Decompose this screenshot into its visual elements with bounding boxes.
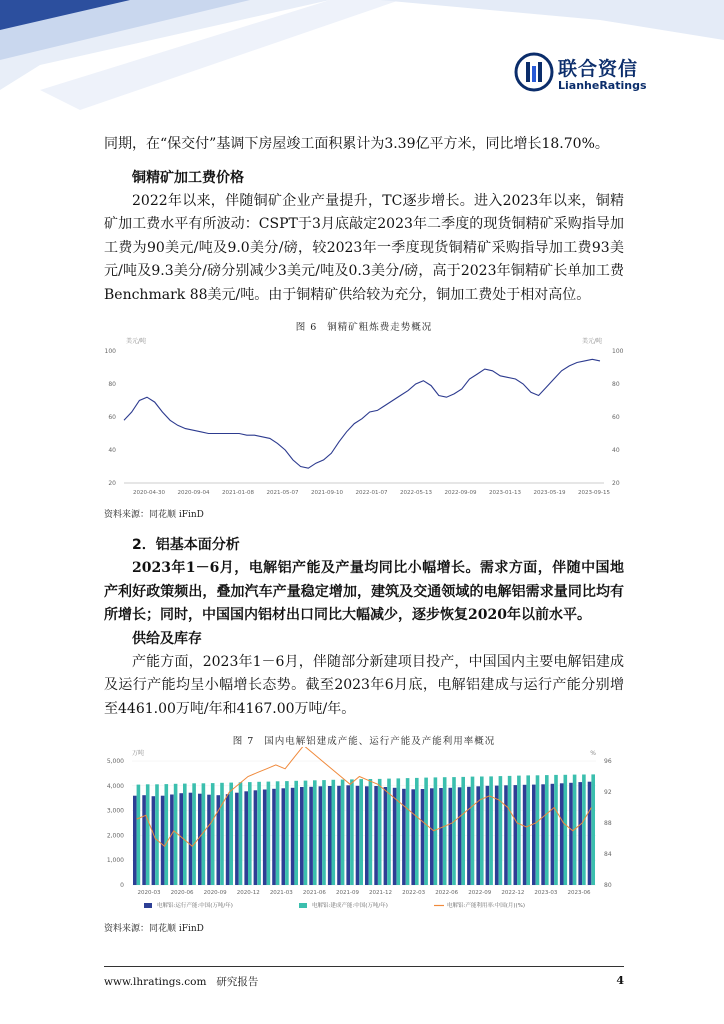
lianhe-logo-icon (514, 52, 554, 92)
fig7-ytick-left: 1,000 (106, 857, 124, 865)
fig7-ytick-right: 84 (604, 851, 612, 858)
fig7-number: 图 7 (232, 736, 255, 747)
fig7-bar-built (285, 781, 289, 885)
fig6-xtick: 2023-01-13 (489, 490, 521, 496)
fig6-ytick-left: 40 (108, 447, 116, 454)
fig7-bar-running (421, 789, 425, 885)
fig7-bar-built (489, 776, 493, 885)
fig7-bar-built (499, 776, 503, 885)
fig7-bar-running (504, 785, 508, 885)
fig7-bar-built (526, 775, 530, 885)
fig7-bar-running (170, 795, 174, 886)
tc-line-chart (104, 333, 624, 501)
fig7-bar-running (226, 794, 230, 885)
fig6-ytick-right: 60 (612, 414, 620, 421)
heading-tc-price: 铜精矿加工费价格 (132, 169, 244, 186)
fig7-bar-running (179, 793, 183, 885)
fig7-bar-running (291, 788, 295, 885)
fig7-ytick-right: 88 (604, 820, 612, 827)
fig7-ytick-left: 4,000 (106, 782, 124, 790)
fig7-bar-running (198, 794, 202, 885)
fig7-bar-running (142, 795, 146, 885)
fig7-xtick: 2020-06 (170, 890, 194, 896)
fig7-xtick: 2020-09 (203, 890, 227, 896)
paragraph-supply: 产能方面，2023年1－6月，伴随部分新建项目投产，中国国内主要电解铝建成及运行产能均呈小幅增长态势。截至2023年6月底，电解铝建成与运行产能分别增至4461.00万吨/年和4167.00万吨/年。 (104, 653, 624, 717)
fig7-bar-running (189, 793, 193, 885)
fig7-bar-running (328, 786, 332, 885)
fig7-bar-built (406, 778, 410, 885)
fig7-legend-label: 电解铝:建成产能:中国(万吨/年) (312, 903, 388, 909)
fig7-bar-running (588, 782, 592, 885)
fig6-xtick: 2021-05-07 (266, 490, 299, 496)
fig6-xtick: 2022-05-13 (400, 490, 432, 496)
fig7-bar-built (239, 782, 243, 885)
fig7-bar-built (229, 783, 233, 885)
fig6-ytick-right: 100 (612, 348, 624, 355)
fig7-legend-swatch (144, 903, 152, 908)
fig7-ytick-left: 5,000 (106, 758, 124, 765)
fig6-source: 资料来源：同花顺 iFinD (104, 510, 204, 520)
fig6-caption: 铜精矿粗炼费走势概况 (327, 322, 433, 333)
footer-info (104, 974, 258, 989)
fig7-bar-running (402, 789, 406, 885)
fig7-bar-built (165, 784, 169, 885)
fig7-bar-built (146, 784, 150, 885)
fig7-xtick: 2022-03 (402, 890, 426, 896)
fig7-bar-running (458, 787, 462, 885)
fig7-bar-built (183, 784, 187, 885)
footer-website-link[interactable]: www.lhratings.com (104, 976, 207, 988)
fig7-xtick: 2022-12 (501, 890, 525, 896)
fig7-xtick: 2020-03 (137, 890, 161, 896)
fig7-bar-built (341, 780, 345, 885)
fig7-bar-built (350, 779, 354, 885)
fig6-xtick: 2022-09-09 (444, 490, 477, 496)
brand-name-cn: 联合资信 (558, 58, 639, 80)
fig7-bar-running (319, 786, 323, 885)
fig7-bar-running (578, 782, 582, 885)
fig7-bar-running (152, 796, 156, 885)
fig7-bar-running (300, 787, 304, 885)
fig7-bar-running (374, 786, 378, 885)
fig7-bar-built (443, 777, 447, 885)
fig7-bar-built (211, 783, 215, 885)
fig6-xtick: 2023-05-19 (533, 490, 566, 496)
fig6-unit-left: 美元/吨 (126, 338, 147, 345)
fig6-xtick: 2020-04-30 (133, 490, 165, 496)
fig6-ytick-right: 20 (612, 480, 620, 487)
fig7-bar-built (397, 778, 401, 885)
fig7-xtick: 2022-09 (468, 890, 492, 896)
fig6-ytick-right: 80 (612, 381, 620, 388)
fig6-unit-right: 美元/吨 (581, 338, 602, 345)
fig7-bar-built (480, 777, 484, 886)
fig7-bar-running (393, 788, 397, 885)
fig7-source: 资料来源：同花顺 iFinD (104, 924, 204, 934)
fig7-bar-built (582, 775, 586, 886)
fig7-title (104, 733, 624, 747)
fig6-xtick: 2022-01-07 (355, 490, 388, 496)
fig7-bar-running (541, 784, 545, 885)
fig7-bar-running (411, 789, 415, 885)
page-number: 4 (616, 974, 624, 987)
paragraph-tc: 2022年以来，伴随铜矿企业产量提升，TC逐步增长。进入2023年以来，铜精矿加工费水平有所波动：CSPT于3月底敲定2023年二季度的现货铜精矿采购指导加工费为90美元/吨及9.0美分/磅，较2023年一季度现货铜精矿采购指导加工费93美元/吨及9.3美分/磅分别减少3美元/吨及0.3美分/磅，高于2023年铜精矿长单加工费Benchmark 88美元/吨。由于铜精矿供给较为充分，铜加工费处于相对高位。 (104, 192, 624, 303)
fig7-bar-running (133, 796, 137, 885)
fig7-bar-running (365, 786, 369, 885)
fig7-bar-running (254, 790, 258, 885)
footer-doc-type: 研究报告 (216, 976, 259, 988)
fig7-bar-running (551, 784, 555, 885)
fig7-ytick-right: 92 (604, 789, 612, 796)
fig7-bar-built (508, 776, 512, 885)
fig7-bar-built (564, 775, 568, 885)
fig7-ytick-left: 2,000 (106, 832, 124, 840)
fig6-number: 图 6 (295, 322, 318, 333)
fig7-bar-running (569, 783, 573, 885)
fig7-bar-running (272, 789, 276, 885)
fig7-bar-running (161, 796, 165, 885)
fig7-caption: 国内电解铝建成产能、运行产能及产能利用率概况 (264, 736, 496, 747)
fig6-ytick-left: 100 (104, 348, 116, 355)
aluminum-capacity-chart (104, 747, 624, 915)
fig7-bar-built (304, 781, 308, 885)
fig7-bar-built (192, 783, 196, 885)
fig7-legend-swatch (299, 903, 307, 908)
fig7-bar-running (337, 786, 341, 885)
paragraph-completion: 同期，在“保交付”基调下房屋竣工面积累计为3.39亿平方米，同比增长18.70%。 (104, 136, 609, 152)
fig7-bar-built (257, 782, 261, 885)
fig6-xtick: 2021-01-08 (222, 490, 254, 496)
paragraph-aluminum-summary: 2023年1－6月，电解铝产能及产量均同比小幅增长。需求方面，伴随中国地产利好政策频出，叠加汽车产量稳定增加，建筑及交通领域的电解铝需求量同比均有所增长；同时，中国国内铝材出口同比大幅减少，逐步恢复2020年以前水平。 (104, 560, 624, 623)
fig6-series-line (124, 359, 600, 468)
fig7-bar-built (554, 775, 558, 885)
fig7-bar-built (332, 780, 336, 885)
fig7-bar-built (434, 777, 438, 885)
fig7-ytick-left: 0 (120, 882, 124, 889)
fig6-ytick-right: 40 (612, 447, 620, 454)
fig7-bar-running (439, 788, 443, 885)
fig6-xtick: 2020-09-04 (177, 490, 210, 496)
fig7-bar-running (523, 785, 527, 885)
fig7-unit-left: 万吨 (132, 750, 145, 757)
fig7-bar-built (591, 774, 595, 885)
fig7-bar-built (536, 775, 540, 885)
fig7-bar-built (137, 785, 141, 885)
fig7-bar-built (322, 780, 326, 885)
fig7-bar-built (369, 779, 373, 885)
fig6-title (104, 319, 624, 333)
fig7-bar-running (467, 787, 471, 885)
fig7-bar-built (220, 783, 224, 885)
fig7-xtick: 2023-06 (567, 890, 591, 896)
fig7-xtick: 2021-06 (302, 890, 326, 896)
fig7-bar-running (560, 783, 564, 885)
fig7-bar-running (486, 786, 490, 885)
fig7-bar-running (495, 786, 499, 885)
fig6-ytick-left: 80 (108, 381, 116, 388)
fig7-bar-running (244, 791, 248, 885)
fig7-ytick-right: 80 (604, 882, 612, 889)
fig7-ytick-left: 3,000 (106, 807, 124, 815)
fig7-bar-built (276, 781, 280, 885)
heading-aluminum: 2．铝基本面分析 (132, 537, 240, 553)
fig7-bar-running (532, 785, 536, 885)
fig7-xtick: 2022-06 (435, 890, 459, 896)
fig7-bar-running (514, 785, 518, 885)
fig6-ytick-left: 60 (108, 414, 116, 421)
fig7-bar-built (294, 781, 298, 885)
fig7-bar-running (430, 788, 434, 885)
fig7-bar-built (313, 780, 317, 885)
fig7-legend-label: 电解铝:运行产能:中国(万吨/年) (157, 903, 233, 909)
fig6-ytick-left: 20 (108, 480, 116, 487)
fig7-ytick-right: 96 (604, 758, 612, 765)
fig7-xtick: 2021-09 (335, 890, 359, 896)
fig7-bar-running (235, 793, 239, 885)
fig7-bar-built (174, 784, 178, 885)
fig7-bar-running (384, 787, 388, 885)
fig7-bar-running (282, 788, 286, 885)
fig7-xtick: 2021-03 (269, 890, 293, 896)
fig7-xtick: 2023-03 (534, 890, 558, 896)
fig6-xtick: 2023-09-15 (578, 490, 610, 496)
fig7-bar-running (346, 785, 350, 885)
fig7-unit-right: % (590, 750, 596, 757)
brand-name-en: LianheRatings (558, 79, 647, 92)
fig7-xtick: 2021-12 (369, 890, 393, 896)
fig7-bar-built (359, 779, 363, 885)
page-content (104, 133, 624, 934)
fig7-bar-built (155, 784, 159, 885)
fig7-bar-built (471, 777, 475, 885)
footer-divider (104, 966, 624, 967)
fig7-bar-running (309, 787, 313, 885)
fig7-bar-built (378, 779, 382, 885)
fig7-bar-built (452, 777, 456, 885)
fig7-xtick: 2020-12 (236, 890, 260, 896)
fig7-bar-built (248, 782, 252, 885)
fig7-bar-running (207, 795, 211, 885)
fig7-bar-built (424, 778, 428, 885)
fig7-bar-built (415, 778, 419, 885)
fig6-xtick: 2021-09-10 (311, 490, 343, 496)
fig7-bar-running (449, 788, 453, 885)
fig7-legend-label: 电解铝:产能利用率:中国(月)(%) (447, 903, 526, 909)
fig7-bar-running (356, 786, 360, 885)
fig7-bar-built (461, 777, 465, 885)
fig7-bar-built (267, 782, 271, 885)
heading-supply-inventory: 供给及库存 (132, 630, 202, 647)
fig7-bar-built (545, 775, 549, 885)
fig7-bar-running (263, 790, 267, 886)
fig7-bar-built (517, 776, 521, 885)
brand-logo (514, 52, 654, 96)
